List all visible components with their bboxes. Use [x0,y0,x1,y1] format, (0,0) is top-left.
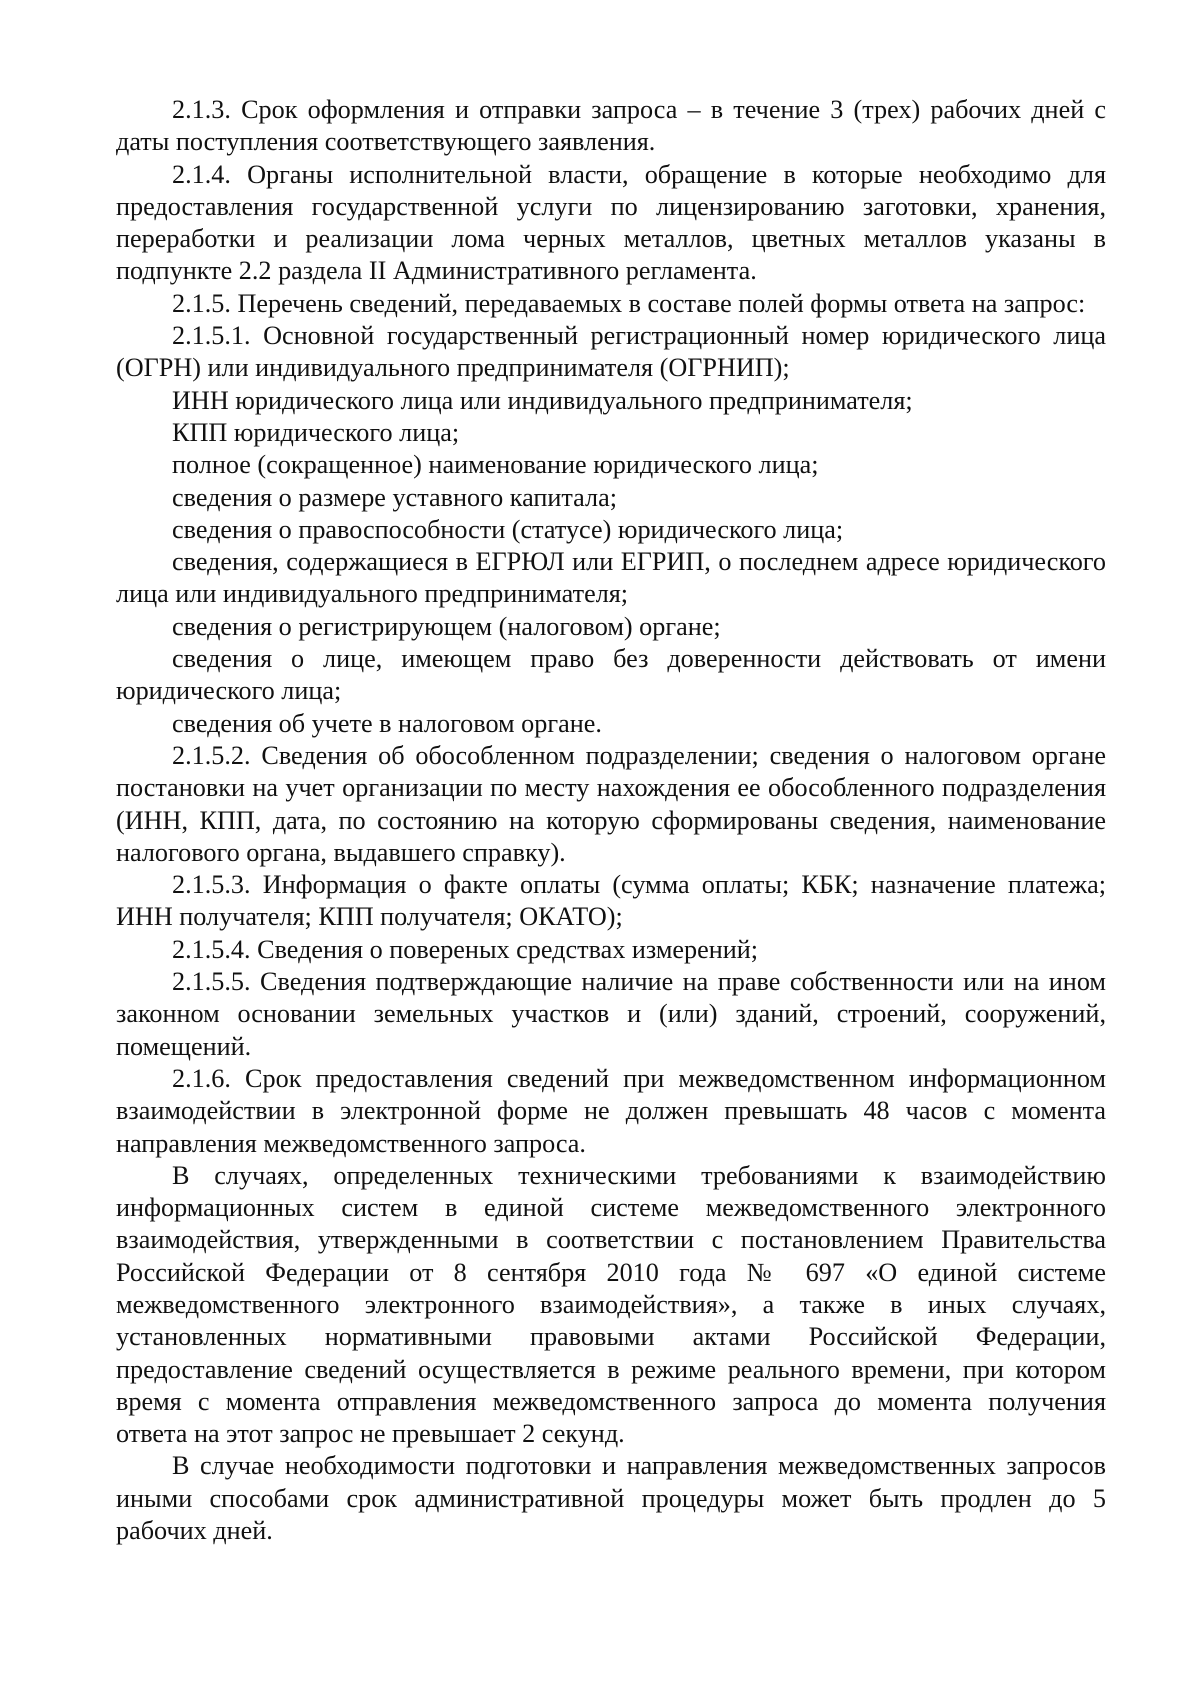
paragraph-extension: В случае необходимости подготовки и направления межведомственных запросов иными способами срок административной процедуры может быть продлен до 5 рабочих дней. [116,1451,1106,1546]
paragraph-realtime-cases: В случаях, определенных техническими требованиями к взаимодействию информационных систем в единой системе межведомственного электронного взаимодействия, утвержденными в соответствии с постановлением Правительства Российской Федерации от 8 сентября 2010 года № 697 «О единой системе межведомственного электронного взаимодействия», а также в иных случаях, установленных нормативными правовыми актами Российской Федерации, предоставление сведений осуществляется в режиме реального времени, при котором время с момента отправления межведомственного запроса до момента получения ответа на этот запрос не превышает 2 секунд. [116,1160,1106,1449]
paragraph-2-1-5-1: 2.1.5.1. Основной государственный регистрационный номер юридического лица (ОГРН) или индивидуального предпринимателя (ОГРНИП); [116,321,1106,383]
list-item-registrar: сведения о регистрирующем (налоговом) органе; [172,611,721,641]
paragraph-2-1-5: 2.1.5. Перечень сведений, передаваемых в составе полей формы ответа на запрос: [172,288,1086,318]
list-item-kpp: КПП юридического лица; [172,417,460,447]
paragraph-2-1-6: 2.1.6. Срок предоставления сведений при межведомственном информационном взаимодействии в электронной форме не должен превышать 48 часов с момента направления межведомственного запроса. [116,1063,1106,1158]
list-item-authorized-person: сведения о лице, имеющем право без доверенности действовать от имени юридического лица; [116,644,1106,706]
list-item-inn: ИНН юридического лица или индивидуального предпринимателя; [172,385,913,415]
document-page [116,94,1106,1547]
list-item-name: полное (сокращенное) наименование юридического лица; [172,450,819,480]
list-item-status: сведения о правоспособности (статусе) юридического лица; [172,514,844,544]
list-item-address: сведения, содержащиеся в ЕГРЮЛ или ЕГРИП, о последнем адресе юридического лица или индивидуального предпринимателя; [116,547,1106,609]
paragraph-2-1-5-3: 2.1.5.3. Информация о факте оплаты (сумма оплаты; КБК; назначение платежа; ИНН получателя; КПП получателя; ОКАТО); [116,870,1106,932]
paragraph-2-1-3: 2.1.3. Срок оформления и отправки запроса – в течение 3 (трех) рабочих дней с даты поступления соответствующего заявления. [116,95,1106,157]
paragraph-2-1-4: 2.1.4. Органы исполнительной власти, обращение в которые необходимо для предоставления государственной услуги по лицензированию заготовки, хранения, переработки и реализации лома черных металлов, цветных металлов указаны в подпункте 2.2 раздела II Административного регламента. [116,159,1106,286]
paragraph-2-1-5-2: 2.1.5.2. Сведения об обособленном подразделении; сведения о налоговом органе постановки на учет организации по месту нахождения ее обособленного подразделения (ИНН, КПП, дата, по состоянию на которую сформированы сведения, наименование налогового органа, выдавшего справку). [116,740,1106,867]
paragraph-2-1-5-5: 2.1.5.5. Сведения подтверждающие наличие на праве собственности или на ином законном основании земельных участков и (или) зданий, строений, сооружений, помещений. [116,967,1106,1061]
list-item-tax-registration: сведения об учете в налоговом органе. [172,708,602,738]
list-item-capital: сведения о размере уставного капитала; [172,482,617,512]
paragraph-2-1-5-4: 2.1.5.4. Сведения о повереных средствах измерений; [172,934,759,964]
